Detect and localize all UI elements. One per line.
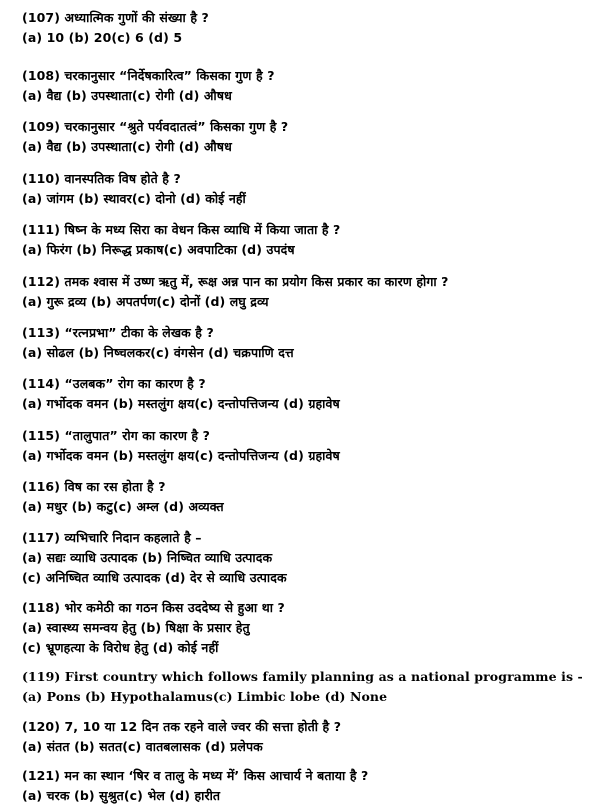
question-text: (114) “उलबक” रोग का कारण है ? <box>22 376 206 391</box>
question-text: (117) व्यभिचारि निदान कहलाते है – <box>22 530 202 545</box>
question-options: (a) 10 (b) 20(c) 6 (d) 5 <box>22 30 183 45</box>
question-118 <box>22 598 592 658</box>
question-options: (a) गर्भोदक वमन (b) मस्तलुंग क्षय(c) दन्तोपत्तिजन्य (d) ग्रहावेष <box>22 396 340 411</box>
question-text: (115) “तालुपात” रोग का कारण है ? <box>22 428 210 443</box>
question-110 <box>22 169 592 209</box>
question-options: (a) Pons (b) Hypothalamus(c) Limbic lobe (d) None <box>22 689 388 704</box>
question-options: (a) संतत (b) सतत(c) वातबलासक (d) प्रलेपक <box>22 739 263 754</box>
question-options: (a) गुरू द्रव्य (b) अपतर्पण(c) दोनों (d) लघु द्रव्य <box>22 294 269 309</box>
question-111 <box>22 220 592 260</box>
question-text: (112) तमक श्वास में उष्ण ऋतु में, रूक्ष अन्न पान का प्रयोग किस प्रकार का कारण होगा ? <box>22 274 449 289</box>
question-text: (119) First country which follows family planning as a national programme is - <box>22 669 583 684</box>
question-113 <box>22 323 592 363</box>
question-107 <box>22 8 592 48</box>
question-109 <box>22 117 592 157</box>
question-108 <box>22 66 592 106</box>
question-text: (110) वानस्पतिक विष होते है ? <box>22 171 181 186</box>
question-115 <box>22 426 592 466</box>
question-options: (a) फिरंग (b) निरूद्ध प्रकाष(c) अवपाटिका (d) उपदंष <box>22 242 295 257</box>
question-text: (118) भोर कमेठी का गठन किस उददेष्य से हुआ था ? <box>22 600 285 615</box>
question-options: (a) चरक (b) सुश्रुत(c) भेल (d) हारीत <box>22 788 221 803</box>
question-text: (111) षिष्न के मध्य सिरा का वेधन किस व्याधि में किया जाता है ? <box>22 222 341 237</box>
question-117 <box>22 528 592 588</box>
question-116 <box>22 477 592 517</box>
question-121 <box>22 766 592 806</box>
question-text: (108) चरकानुसार “निर्देषकारित्व” किसका गुण है ? <box>22 68 275 83</box>
question-text: (121) मन का स्थान ‘षिर व तालु के मध्य में’ किस आचार्य ने बताया है ? <box>22 768 369 783</box>
question-text: (109) चरकानुसार “श्रुते पर्यवदातत्वं” किसका गुण है ? <box>22 119 289 134</box>
question-options: (c) अनिष्चित व्याधि उत्पादक (d) देर से व्याधि उत्पादक <box>22 570 287 585</box>
question-options: (a) जांगम (b) स्थावर(c) दोनो (d) कोई नहीं <box>22 191 246 206</box>
question-text: (113) “रत्नप्रभा” टीका के लेखक है ? <box>22 325 214 340</box>
question-options: (a) वैद्य (b) उपस्थाता(c) रोगी (d) औषध <box>22 88 232 103</box>
question-options: (a) मधुर (b) कटु(c) अम्ल (d) अव्यक्त <box>22 499 224 514</box>
question-options: (a) गर्भोदक वमन (b) मस्तलुंग क्षय(c) दन्तोपत्तिजन्य (d) ग्रहावेष <box>22 448 340 463</box>
question-options: (a) स्वास्थ्य समन्वय हेतु (b) षिक्षा के प्रसार हेतु <box>22 620 250 635</box>
question-options: (a) सोढल (b) निष्चलकर(c) वंगसेन (d) चक्रपाणि दत्त <box>22 345 294 360</box>
question-options: (a) वैद्य (b) उपस्थाता(c) रोगी (d) औषध <box>22 139 232 154</box>
question-text: (107) अध्यात्मिक गुणों की संख्या है ? <box>22 10 209 25</box>
question-options: (a) सद्यः व्याधि उत्पादक (b) निष्चित व्याधि उत्पादक <box>22 550 273 565</box>
question-text: (116) विष का रस होता है ? <box>22 479 166 494</box>
question-text: (120) 7, 10 या 12 दिन तक रहने वाले ज्वर की सत्ता होती है ? <box>22 719 342 734</box>
question-119 <box>22 667 592 707</box>
question-114 <box>22 374 592 414</box>
question-options: (c) भ्रूणहत्या के विरोध हेतु (d) कोई नहीं <box>22 640 219 655</box>
question-120 <box>22 717 592 757</box>
question-112 <box>22 272 592 312</box>
